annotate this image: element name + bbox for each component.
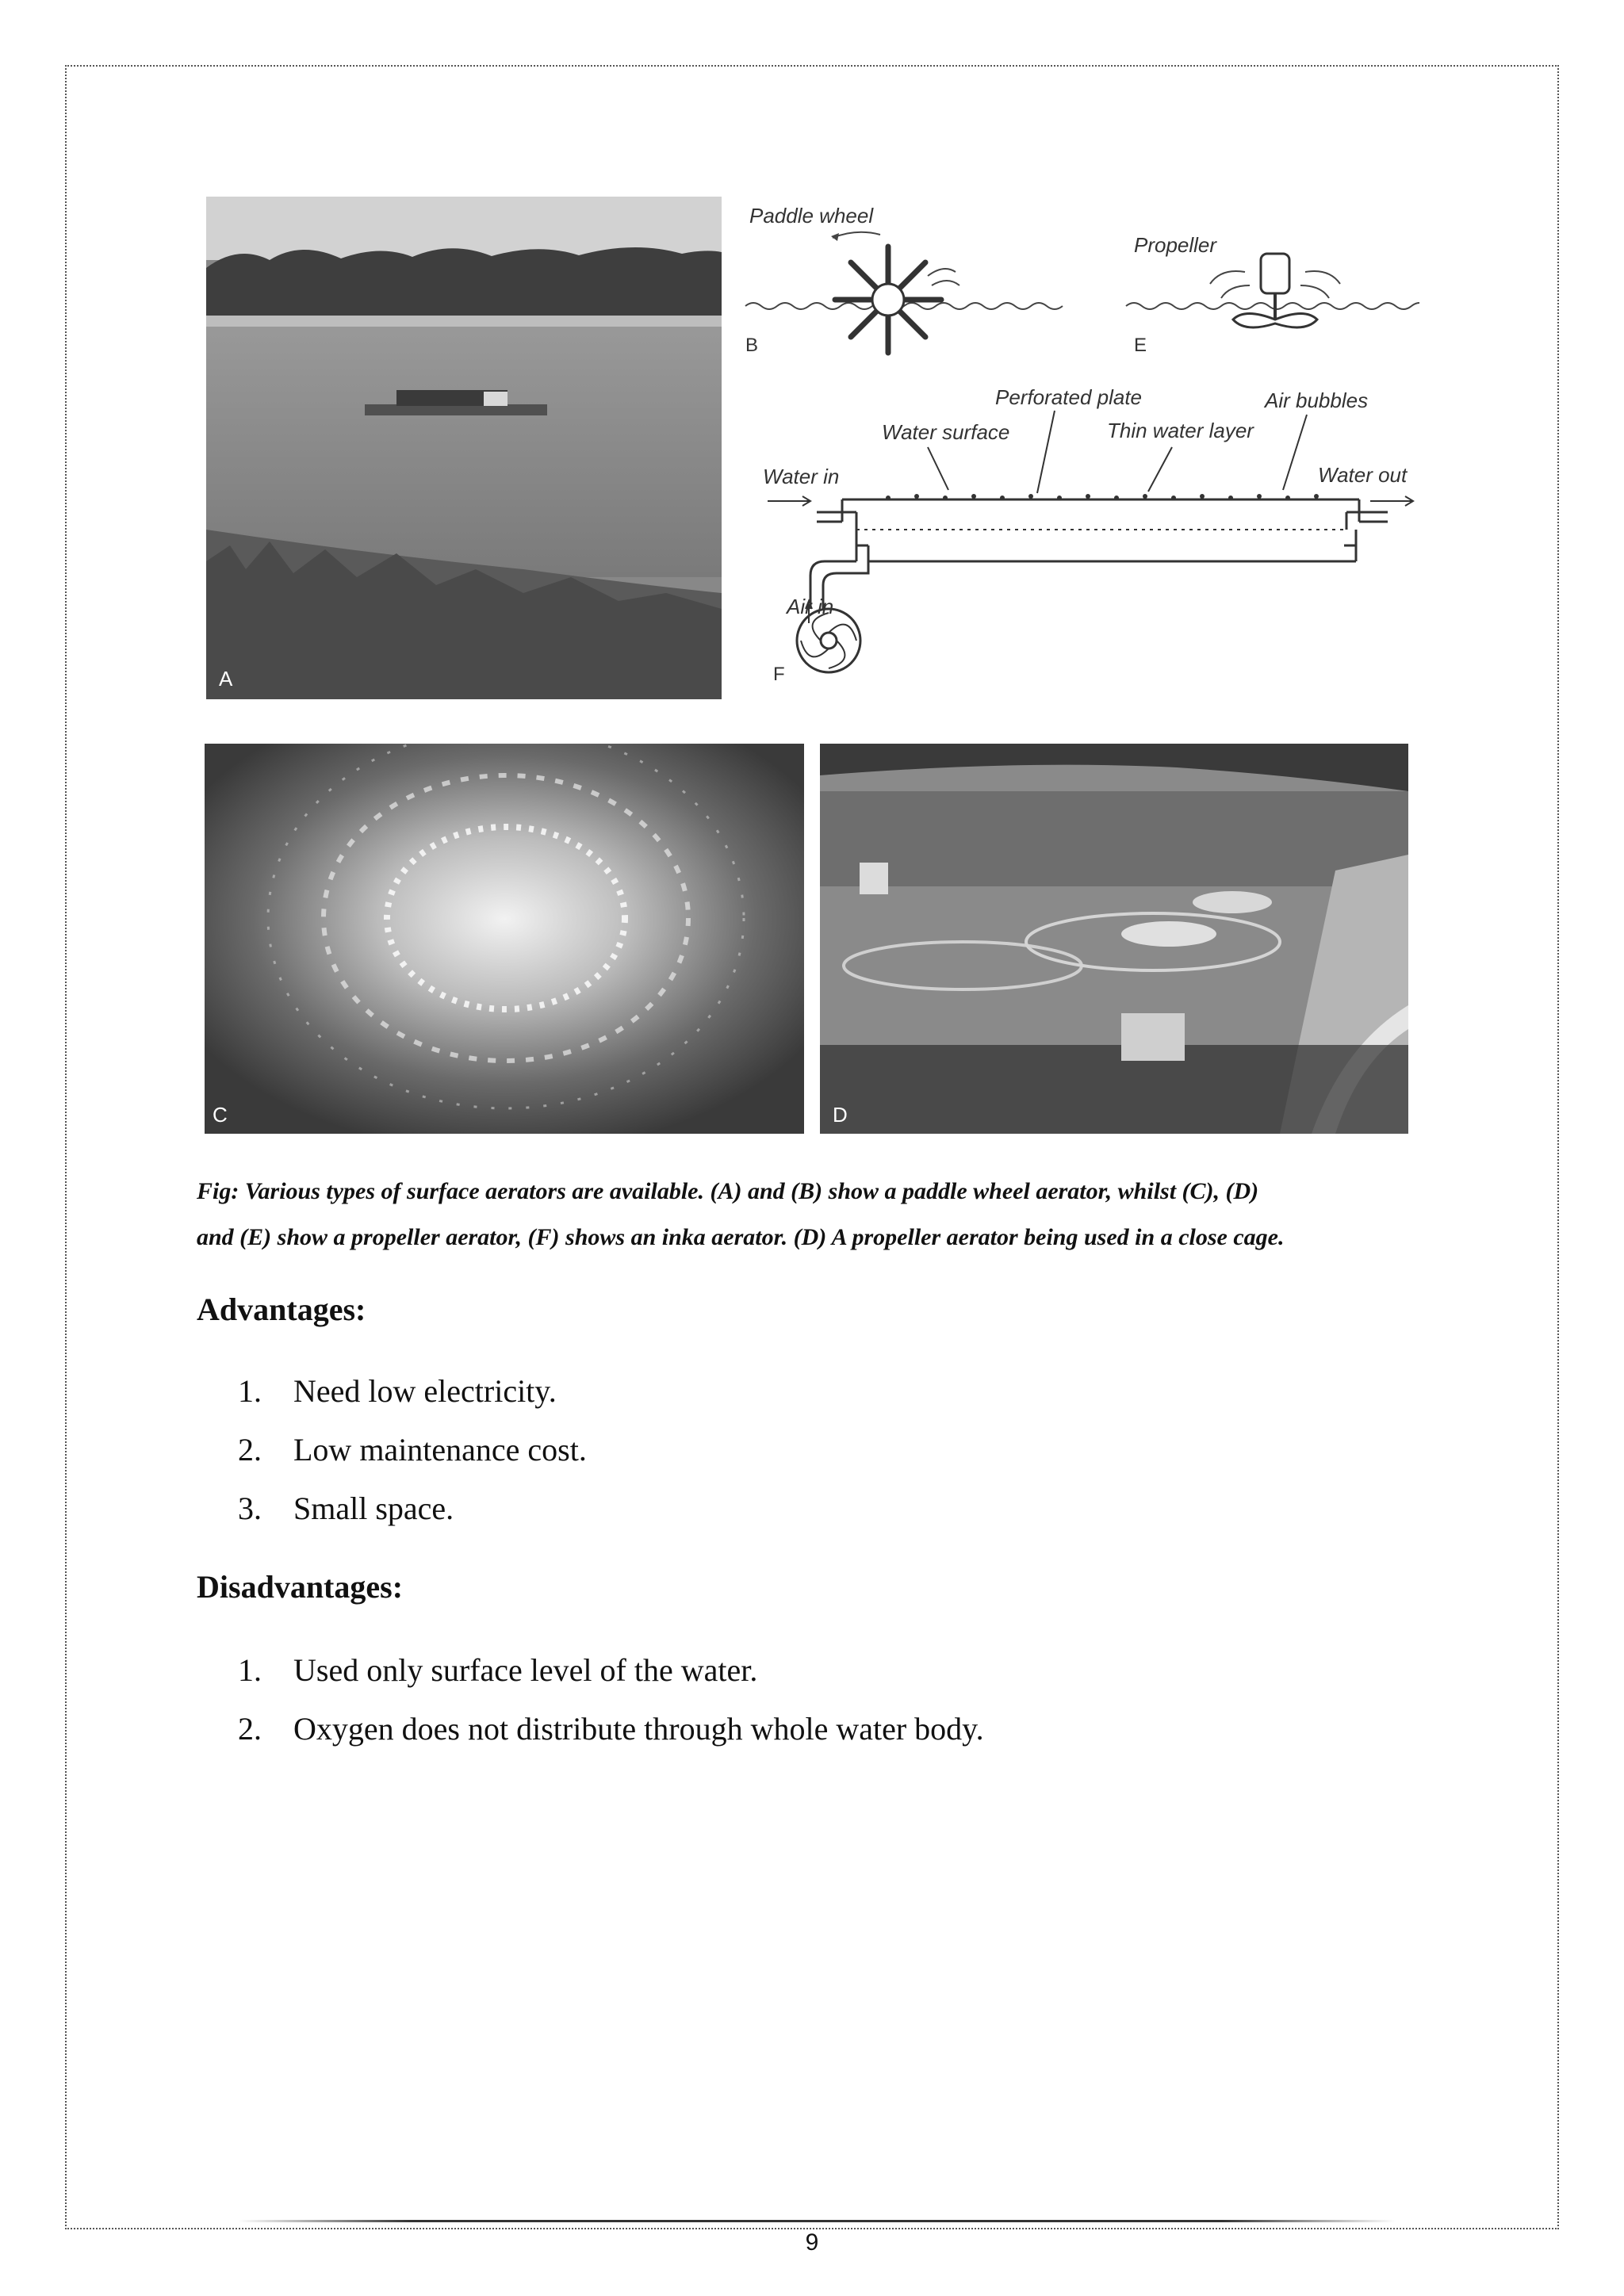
- label-air-bubbles: Air bubbles: [1265, 388, 1369, 412]
- label-paddle-wheel: Paddle wheel: [749, 204, 874, 228]
- disadvantages-heading: Disadvantages:: [197, 1569, 404, 1605]
- list-item: 2. Oxygen does not distribute through whole water body.: [238, 1711, 984, 1747]
- propeller-drawing: [1210, 254, 1340, 327]
- label-air-in: Air in: [787, 595, 834, 618]
- arrow-water-out: [1370, 496, 1413, 506]
- photo-a-paddle-wheel-pond: [206, 197, 722, 699]
- figure-caption: [197, 1169, 1450, 1261]
- panel-label-f: F: [773, 664, 785, 685]
- panel-label-b: B: [745, 335, 759, 356]
- inka-aerator-drawing: [797, 411, 1388, 672]
- advantages-list: [238, 1362, 587, 1538]
- caption-line-2: and (E) show a propeller aerator, (F) shows an inka aerator. (D) A propeller aerator being used in a close cage.: [197, 1224, 1285, 1250]
- label-water-out: Water out: [1318, 463, 1408, 487]
- panel-label-c: C: [213, 1103, 228, 1127]
- label-water-in: Water in: [763, 465, 840, 488]
- label-propeller: Propeller: [1134, 233, 1217, 257]
- list-item: 1. Need low electricity.: [238, 1373, 557, 1409]
- label-perforated-plate: Perforated plate: [995, 385, 1143, 409]
- disadvantages-list: [238, 1641, 984, 1758]
- label-thin-water-layer: Thin water layer: [1107, 419, 1254, 442]
- advantages-heading: Advantages:: [197, 1292, 366, 1327]
- aerator-diagrams: [737, 197, 1419, 704]
- panel-label-a: A: [219, 667, 233, 691]
- panel-label-e: E: [1134, 335, 1147, 356]
- panel-label-d: D: [833, 1103, 848, 1127]
- label-water-surface: Water surface: [882, 420, 1010, 444]
- page-number: 9: [805, 2229, 819, 2256]
- caption-line-1: Fig: Various types of surface aerators are available. (A) and (B) show a paddle wheel aerator, whilst (C), (D): [197, 1178, 1259, 1204]
- list-item: 3. Small space.: [238, 1490, 454, 1526]
- list-item: 2. Low maintenance cost.: [238, 1432, 587, 1468]
- photo-d-cage-aerator: [820, 744, 1408, 1134]
- photo-c-propeller-splash: [205, 744, 804, 1134]
- footer-divider: [238, 2220, 1396, 2222]
- arrow-water-in: [768, 496, 810, 506]
- list-item: 1. Used only surface level of the water.: [238, 1652, 758, 1688]
